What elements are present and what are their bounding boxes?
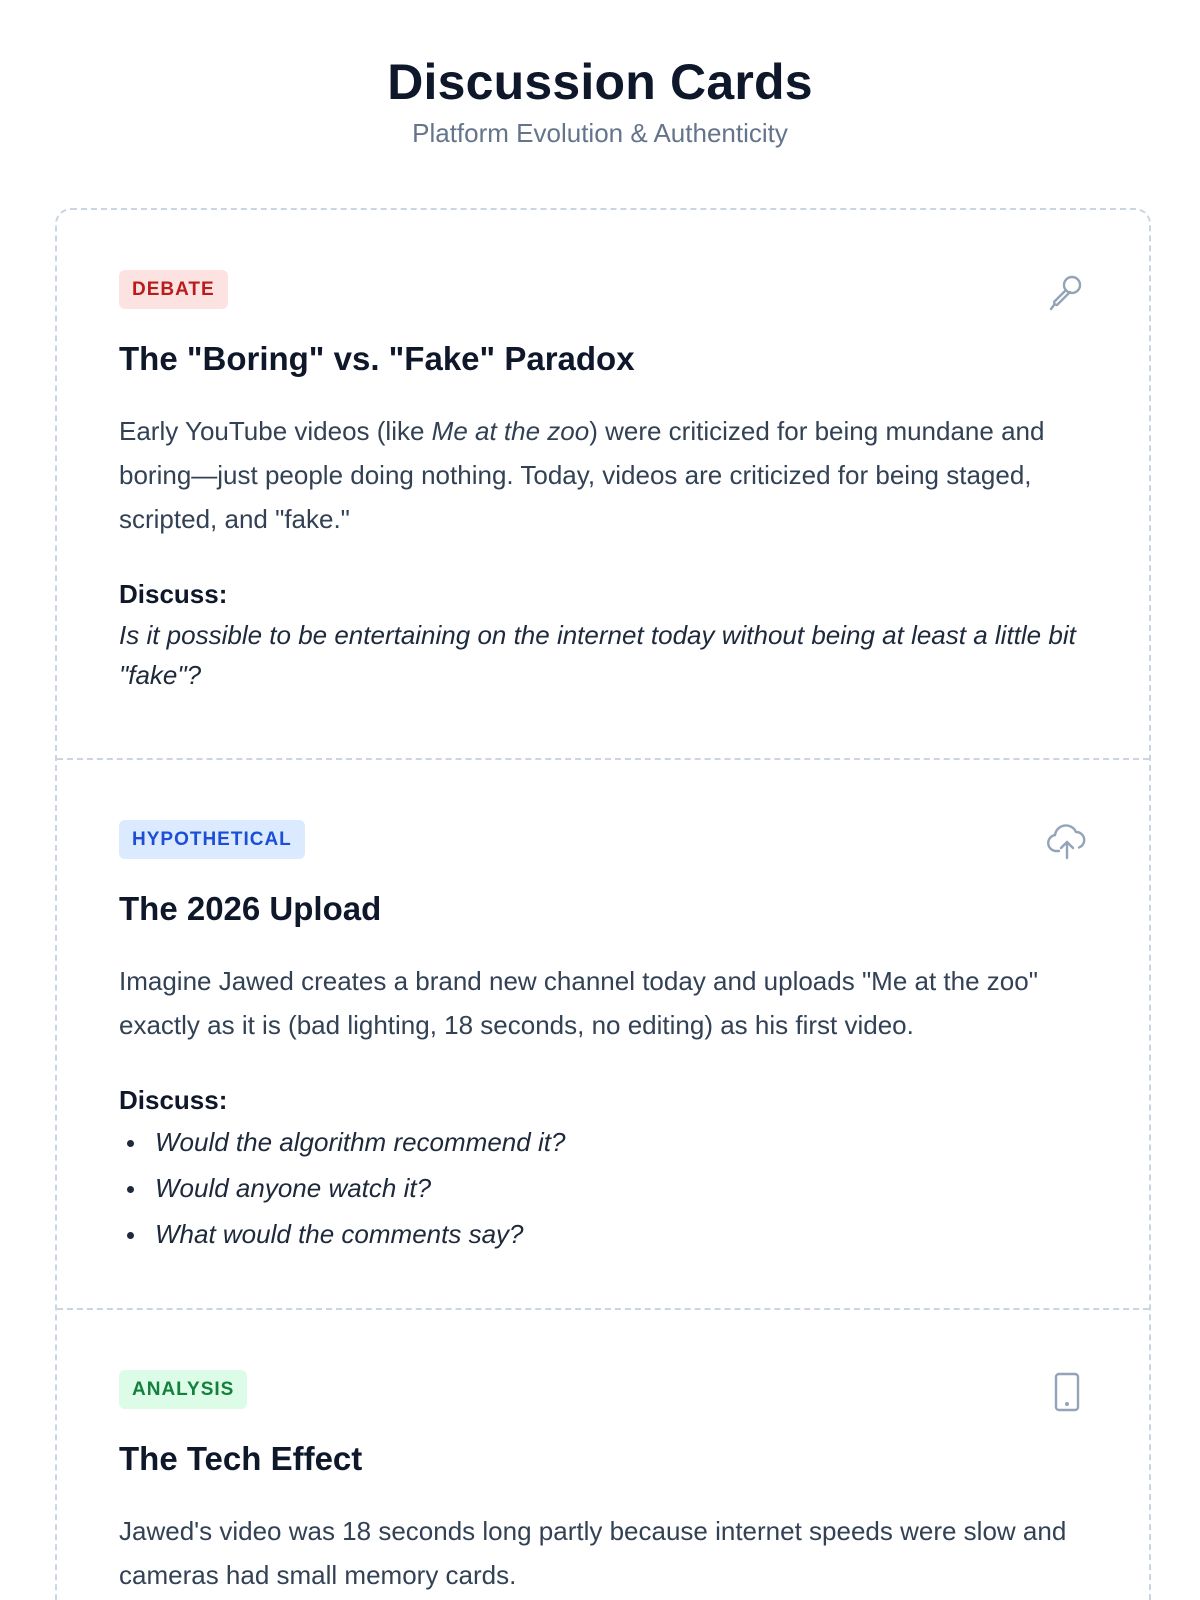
discussion-card-debate	[57, 210, 1149, 758]
card-body: Imagine Jawed creates a brand new channel today and uploads "Me at the zoo" exactly as it is (bad lighting, 18 seconds, no editing) as his first video.	[119, 966, 1038, 1040]
page-header	[0, 0, 1200, 150]
discussion-card-analysis	[57, 1308, 1149, 1597]
card-title: The Tech Effect	[119, 1440, 363, 1477]
category-badge: HYPOTHETICAL	[119, 820, 305, 859]
card-body-video-title: Me at the zoo	[431, 416, 590, 446]
category-badge: DEBATE	[119, 270, 228, 309]
page-title: Discussion Cards	[387, 54, 813, 110]
card-body: Jawed's video was 18 seconds long partly because internet speeds were slow and cameras had small memory cards.	[119, 1516, 1067, 1590]
discuss-question: Would anyone watch it?	[155, 1165, 1089, 1211]
card-body	[119, 409, 1089, 541]
discuss-question-list	[119, 1119, 1089, 1257]
card-body-text: Early YouTube videos (like	[119, 416, 432, 446]
smartphone-icon	[1045, 1370, 1089, 1414]
card-body-text-continued: ) were criticized for being mundane and boring—just people doing nothing. Today, videos are criticized for being staged, scripted, and "fake."	[119, 416, 1045, 534]
discuss-question: What would the comments say?	[155, 1211, 1089, 1257]
card-title: The "Boring" vs. "Fake" Paradox	[119, 340, 635, 377]
discuss-label: Discuss:	[119, 1085, 228, 1115]
cloud-upload-icon	[1045, 820, 1089, 864]
card-title: The 2026 Upload	[119, 890, 382, 927]
microphone-icon	[1045, 270, 1089, 314]
discussion-card-hypothetical	[57, 758, 1149, 1308]
card-deck	[55, 208, 1151, 1600]
category-badge: ANALYSIS	[119, 1370, 247, 1409]
page-subtitle: Platform Evolution & Authenticity	[412, 118, 788, 148]
discuss-label: Discuss:	[119, 579, 228, 609]
discuss-question: Is it possible to be entertaining on the internet today without being at least a little bit "fake"?	[119, 620, 1076, 690]
discuss-question: Would the algorithm recommend it?	[155, 1119, 1089, 1165]
